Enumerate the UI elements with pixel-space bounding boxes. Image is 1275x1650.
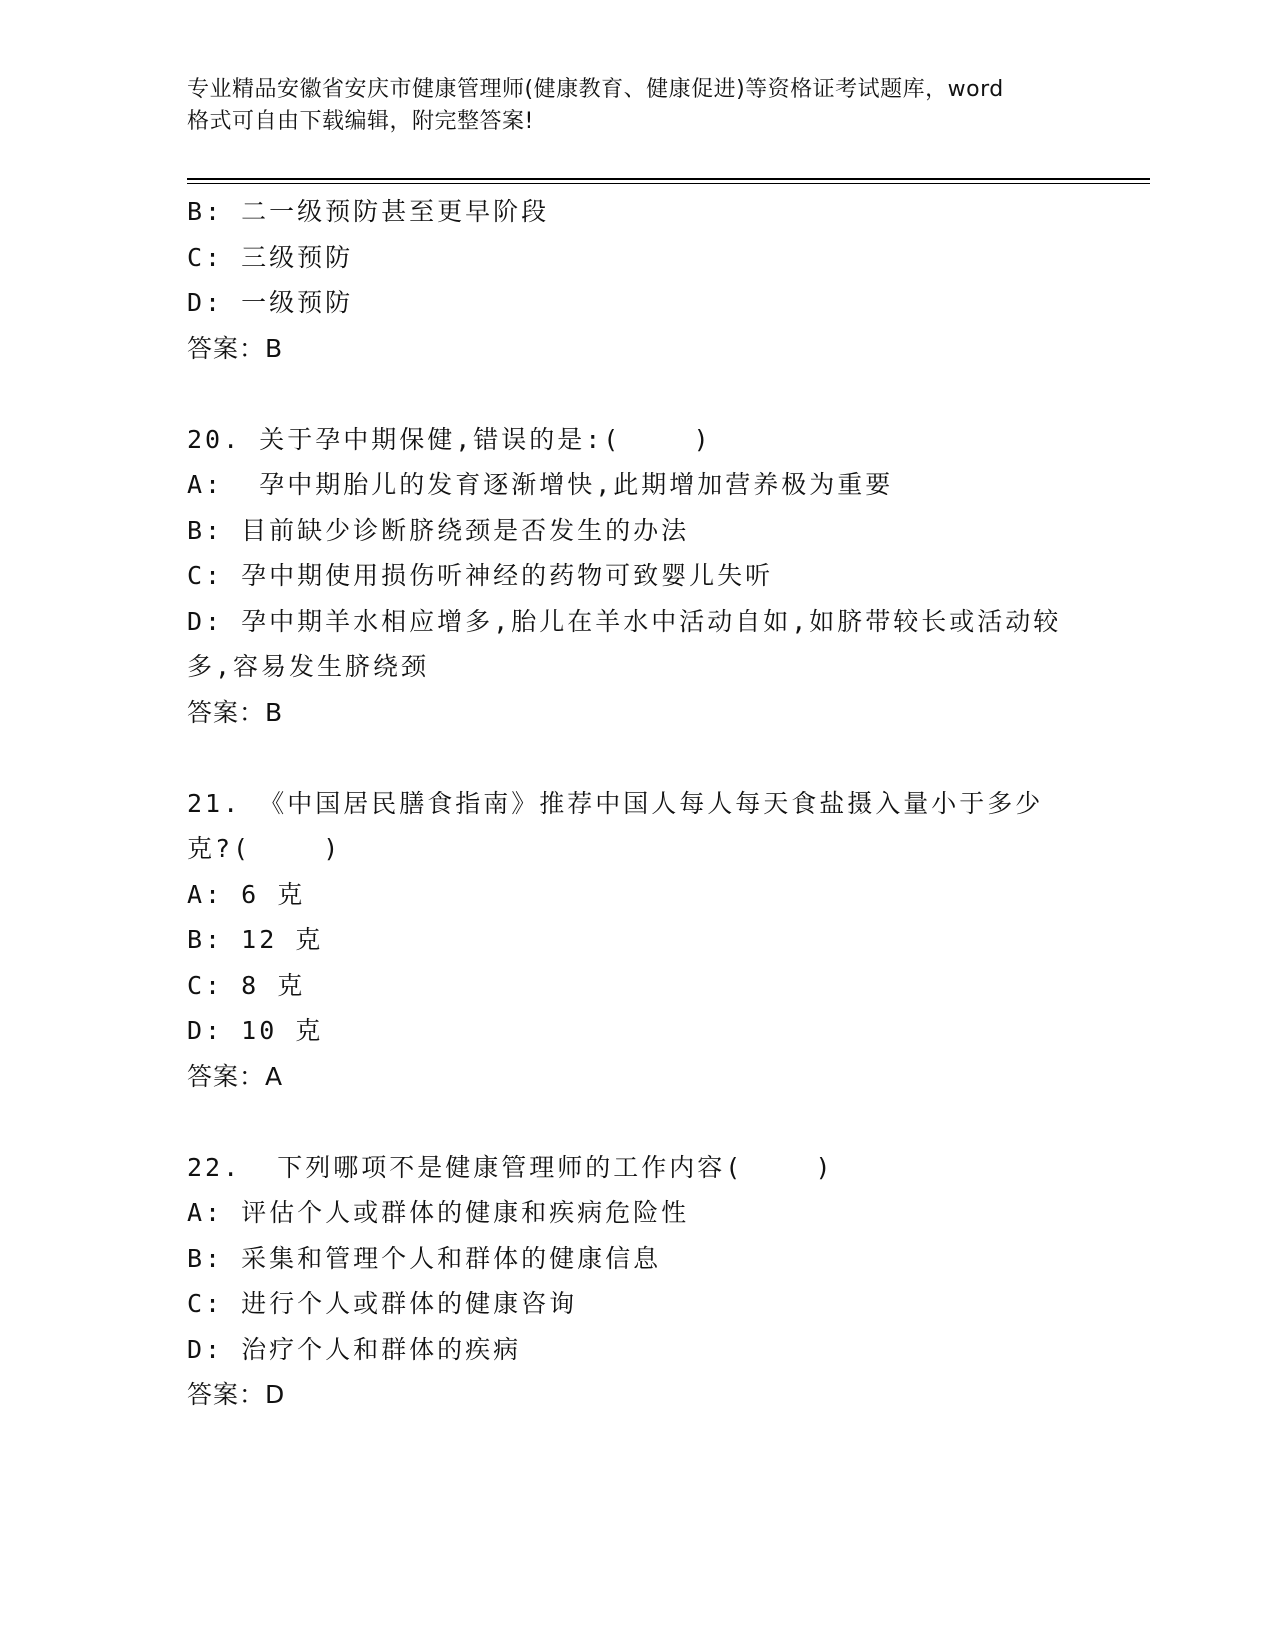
option-d: D: 治疗个人和群体的疾病: [187, 1334, 522, 1364]
header-line-2: 格式可自由下载编辑，附完整答案!: [187, 109, 534, 134]
option-b: B: 目前缺少诊断脐绕颈是否发生的办法: [187, 515, 690, 545]
option-d: D: 孕中期羊水相应增多,胎儿在羊水中活动自如,如脐带较长或活动较: [187, 606, 1062, 636]
option-c: C: 三级预防: [187, 242, 354, 272]
header-divider-thin: [187, 183, 1150, 184]
answer-line: 答案：B: [187, 333, 284, 363]
document-header: [187, 74, 1087, 138]
option-a: A: 6 克: [187, 879, 306, 909]
option-b: B: 12 克: [187, 925, 324, 954]
header-line-1: 专业精品安徽省安庆市健康管理师(健康教育、健康促进)等资格证考试题库，word: [187, 77, 1004, 102]
option-a: A: 孕中期胎儿的发育逐渐增快,此期增加营养极为重要: [187, 470, 894, 499]
question-20-text: 20. 关于孕中期保健,错误的是:( ): [187, 424, 712, 454]
answer-line: 答案：A: [187, 1061, 284, 1091]
question-21-text: 21. 《中国居民膳食指南》推荐中国人每人每天食盐摄入量小于多少: [187, 788, 1044, 818]
option-d: D: 10 克: [187, 1016, 324, 1045]
option-a: A: 评估个人或群体的健康和疾病危险性: [187, 1198, 690, 1227]
question-22-block: [187, 1145, 1087, 1418]
question-21-block: [187, 781, 1087, 1100]
question-21-text-continued: 克?( ): [187, 834, 342, 863]
question-22-text: 22. 下列哪项不是健康管理师的工作内容( ): [187, 1152, 834, 1182]
option-d: D: 一级预防: [187, 288, 354, 317]
header-divider-thick: [187, 178, 1150, 180]
option-d-continued: 多,容易发生脐绕颈: [187, 652, 430, 681]
option-b: B: 二一级预防甚至更早阶段: [187, 197, 550, 226]
option-b: B: 采集和管理个人和群体的健康信息: [187, 1243, 662, 1273]
question-content: [187, 189, 1087, 1418]
prev-question-block: [187, 189, 1087, 371]
option-c: C: 孕中期使用损伤听神经的药物可致婴儿失听: [187, 561, 774, 590]
option-c: C: 进行个人或群体的健康咨询: [187, 1289, 578, 1318]
question-20-block: [187, 417, 1087, 736]
answer-line: 答案：D: [187, 1380, 286, 1409]
option-c: C: 8 克: [187, 970, 306, 1000]
answer-line: 答案：B: [187, 697, 284, 727]
